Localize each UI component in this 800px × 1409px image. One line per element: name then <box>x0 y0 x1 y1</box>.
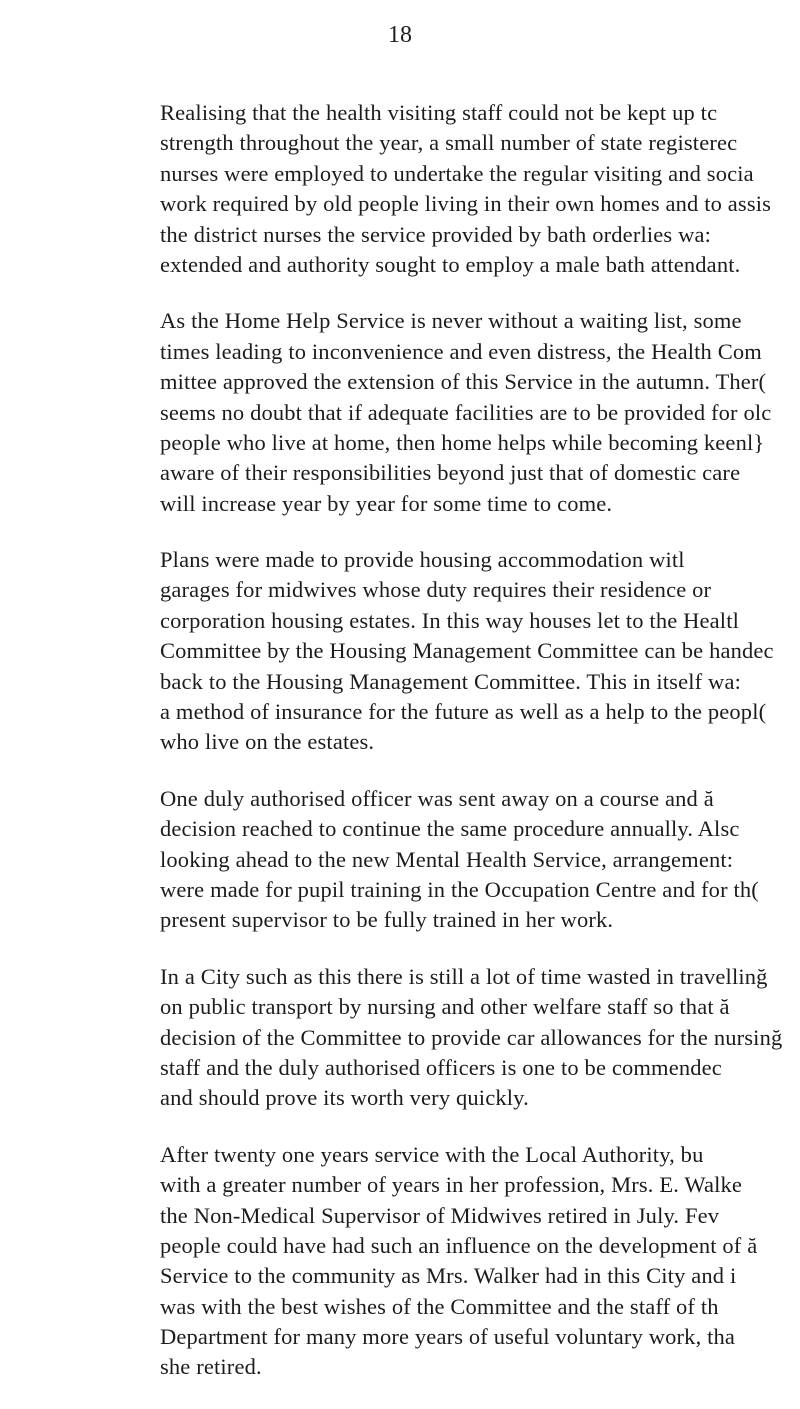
text-line: In a City such as this there is still a lot of time wasted in travellinğ <box>160 963 768 989</box>
body-text <box>160 98 800 1409</box>
text-line: she retired. <box>160 1354 262 1380</box>
text-line: times leading to inconvenience and even distress, the Health Com <box>160 338 762 364</box>
text-line: aware of their responsibilities beyond just that of domestic care <box>160 460 741 486</box>
text-line: Realising that the health visiting staff could not be kept up tc <box>160 100 718 125</box>
text-line: back to the Housing Management Committee. This in itself wa: <box>160 668 741 694</box>
paragraph <box>160 98 800 280</box>
text-line: One duly authorised officer was sent away on a course and ă <box>160 785 714 811</box>
text-line: staff and the duly authorised officers is one to be commendec <box>160 1054 722 1080</box>
text-line: was with the best wishes of the Committee and the staff of th <box>160 1293 719 1319</box>
text-line: Service to the community as Mrs. Walker had in this City and i <box>160 1263 737 1289</box>
text-line: with a greater number of years in her profession, Mrs. E. Walke <box>160 1172 743 1198</box>
text-line: who live on the estates. <box>160 729 375 755</box>
text-line: looking ahead to the new Mental Health Service, arrangement: <box>160 846 734 872</box>
text-line: work required by old people living in their own homes and to assis <box>160 191 772 217</box>
paragraph <box>160 962 800 1114</box>
text-line: strength throughout the year, a small number of state registerec <box>160 130 738 156</box>
page-number: 18 <box>388 22 412 48</box>
text-line: the Non-Medical Supervisor of Midwives retired in July. Fev <box>160 1202 720 1228</box>
text-line: a method of insurance for the future as well as a help to the peopl( <box>160 699 767 725</box>
text-line: seems no doubt that if adequate facilities are to be provided for olc <box>160 399 772 425</box>
text-line: extended and authority sought to employ a male bath attendant. <box>160 251 741 277</box>
text-line: people who live at home, then home helps while becoming keenl} <box>160 429 765 455</box>
paragraph <box>160 306 800 519</box>
text-line: mittee approved the extension of this Service in the autumn. Ther( <box>160 369 767 395</box>
text-line: and should prove its worth very quickly. <box>160 1085 529 1111</box>
text-line: As the Home Help Service is never without a waiting list, some <box>160 308 742 334</box>
text-line: Plans were made to provide housing accommodation witl <box>160 547 685 573</box>
text-line: decision reached to continue the same procedure annually. Alsc <box>160 816 740 842</box>
text-line: garages for midwives whose duty requires their residence or <box>160 577 712 603</box>
text-line: will increase year by year for some time to come. <box>160 490 613 516</box>
paragraph <box>160 1140 800 1383</box>
text-line: After twenty one years service with the Local Authority, bu <box>160 1141 704 1167</box>
text-line: people could have had such an influence on the development of ă <box>160 1232 758 1258</box>
text-line: Department for many more years of useful voluntary work, tha <box>160 1324 736 1350</box>
text-line: were made for pupil training in the Occupation Centre and for th( <box>160 876 759 902</box>
text-line: on public transport by nursing and other welfare staff so that ă <box>160 994 730 1020</box>
text-line: Committee by the Housing Management Committee can be handec <box>160 638 774 664</box>
paragraph <box>160 545 800 758</box>
text-line: the district nurses the service provided by bath orderlies wa: <box>160 221 712 247</box>
text-line: decision of the Committee to provide car allowances for the nursinğ <box>160 1024 783 1050</box>
text-line: nurses were employed to undertake the regular visiting and socia <box>160 160 754 186</box>
paragraph <box>160 784 800 936</box>
text-line: present supervisor to be fully trained in her work. <box>160 907 614 933</box>
text-line: corporation housing estates. In this way houses let to the Healtl <box>160 607 740 633</box>
